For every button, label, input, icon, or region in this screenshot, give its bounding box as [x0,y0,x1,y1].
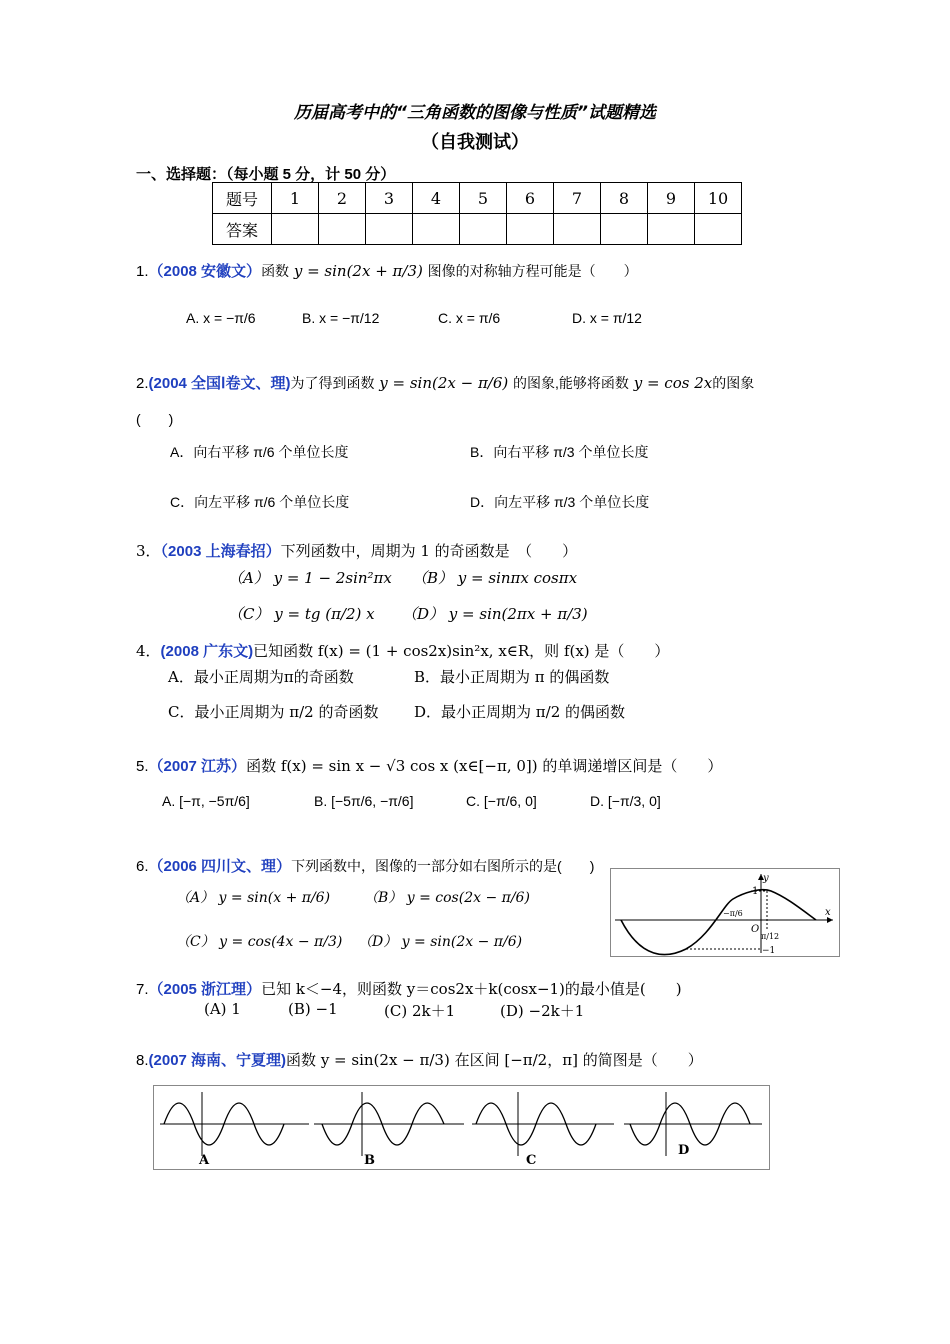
question-text: 已知 k＜−4，则函数 y＝cos2x＋k(cosx−1)的最小值是( ) [261,980,682,998]
option-b[interactable]: (B) −1 [288,1000,338,1018]
table-cell: 6 [507,183,554,214]
question-5 [136,755,722,776]
q6-graph [610,868,840,957]
origin-label: O [751,924,760,935]
question-text: 已知函数 f(x) = (1 + cos2x)sin²x, x∈R，则 f(x) 是（ ） [253,642,670,660]
answer-cell[interactable] [601,214,648,245]
y-axis-label: y [763,873,769,884]
table-cell: 10 [695,183,742,214]
answer-cell[interactable] [507,214,554,245]
question-source: （2007 江苏） [148,758,247,775]
graph-letter: B [364,1153,375,1168]
graph-a[interactable] [160,1092,309,1168]
table-row-label: 题号 [213,183,272,214]
answer-paren: ( ) [136,411,174,427]
tick-one: 1 [752,886,759,897]
question-1 [136,260,638,281]
question-source: (2008 广东文) [160,643,254,660]
question-number: 5. [136,758,149,775]
question-text: 为了得到函数 [290,375,375,391]
sine-graph [611,869,839,956]
tick-left: −π/6 [723,909,743,918]
table-row-label: 答案 [213,214,272,245]
option-b[interactable]: B. [−5π/6, −π/6] [314,793,414,809]
option-c[interactable]: (C) 2k＋1 [384,1002,456,1020]
graph-b[interactable] [314,1092,464,1168]
option-a[interactable]: (A) 1 [204,1000,241,1018]
option-c[interactable]: C．向左平移 π/6 个单位长度 [170,494,350,510]
graph-letter: C [526,1153,537,1168]
table-cell: 9 [648,183,695,214]
question-2 [136,372,754,393]
table-cell: 7 [554,183,601,214]
option-a[interactable]: A．向右平移 π/6 个单位长度 [170,444,349,460]
question-text: 的图象,能够将函数 [513,375,629,391]
formula: y = sin(2x − π/6) [379,374,509,392]
question-source: （2003 上海春招） [160,543,281,560]
question-source: （2005 浙江理） [148,981,262,998]
answer-cell[interactable] [695,214,742,245]
question-text: 函数 [261,263,290,279]
option-d[interactable]: D．向左平移 π/3 个单位长度 [470,494,650,510]
formula: y = sin(2x + π/3) [293,262,423,280]
option-d[interactable]: D．最小正周期为 π/2 的偶函数 [414,703,626,721]
option-d[interactable]: (D) −2k＋1 [500,1002,585,1020]
option-b[interactable]: （B） y = cos(2x − π/6) [364,890,530,906]
question-text: 函数 y = sin(2x − π/3) 在区间 [−π/2，π] 的简图是（ ） [286,1051,703,1069]
tick-neg-one: −1 [762,946,776,956]
answer-cell[interactable] [413,214,460,245]
option-c[interactable]: （C） y = tg (π/2) x [228,605,375,623]
table-cell: 2 [319,183,366,214]
option-d[interactable]: D. [−π/3, 0] [590,793,661,809]
question-source: (2007 海南、宁夏理) [148,1052,287,1069]
question-4 [136,640,669,661]
tick-right: π/12 [761,932,780,941]
question-7 [136,978,682,999]
page-title: 历届高考中的“三角函数的图像与性质”试题精选 [294,103,656,123]
option-a[interactable]: A. x = −π/6 [186,310,256,326]
option-a[interactable]: A．最小正周期为π的奇函数 [168,668,354,686]
option-b[interactable]: B．向右平移 π/3 个单位长度 [470,444,649,460]
question-source: （2008 安徽文） [148,263,262,280]
answer-table [212,182,742,245]
option-c[interactable]: C．最小正周期为 π/2 的奇函数 [168,703,379,721]
table-cell: 4 [413,183,460,214]
question-3 [136,540,577,561]
graph-d[interactable] [624,1092,762,1158]
question-6 [136,855,594,876]
question-number: 2. [136,375,149,392]
question-source: （2006 四川文、理） [148,858,292,875]
answer-cell[interactable] [554,214,601,245]
graph-letter: D [678,1143,690,1158]
question-source: (2004 全国Ⅰ卷文、理) [148,375,291,392]
option-a[interactable]: （A） y = sin(x + π/6) [176,890,331,906]
option-d[interactable]: （D） y = sin(2πx + π/3) [402,605,588,623]
option-c[interactable]: C. [−π/6, 0] [466,793,537,809]
option-b[interactable]: B. x = −π/12 [302,310,380,326]
question-number: 8. [136,1052,149,1069]
answer-cell[interactable] [460,214,507,245]
answer-cell[interactable] [366,214,413,245]
question-number: 4． [136,642,161,660]
question-number: 6. [136,858,149,875]
option-b[interactable]: B．最小正周期为 π 的偶函数 [414,668,610,686]
formula: y = cos 2x [633,374,713,392]
question-text: 函数 f(x) = sin x − √3 cos x (x∈[−π, 0]) 的单调递增区间是（ ） [246,757,723,775]
q8-graphs [153,1085,770,1170]
graph-letter: A [199,1153,210,1168]
answer-cell[interactable] [648,214,695,245]
option-d[interactable]: D. x = π/12 [572,310,642,326]
page-subtitle: （自我测试） [421,132,529,153]
answer-cell[interactable] [319,214,366,245]
question-number: 7. [136,981,149,998]
x-axis-label: x [825,907,831,918]
question-text: 下列函数中，图像的一部分如右图所示的是( ) [291,858,595,874]
question-text: 的图象 [712,375,755,391]
graph-c[interactable] [472,1092,614,1168]
question-text: 下列函数中，周期为 1 的奇函数是 （ ） [280,542,578,560]
question-text: 图像的对称轴方程可能是（ ） [427,263,638,279]
table-cell: 3 [366,183,413,214]
table-cell: 8 [601,183,648,214]
option-a[interactable]: （A） y = 1 − 2sin²πx [228,569,392,587]
option-c[interactable]: C. x = π/6 [438,310,501,326]
table-cell: 1 [272,183,319,214]
section-heading: 一、选择题：（每小题 5 分，计 50 分） [136,166,396,183]
option-d[interactable]: （D） y = sin(2x − π/6) [358,934,523,950]
question-8 [136,1049,703,1070]
option-b[interactable]: （B） y = sinπx cosπx [412,569,578,587]
four-sine-graphs [154,1086,769,1169]
answer-cell[interactable] [272,214,319,245]
question-number: 3． [136,542,161,560]
option-a[interactable]: A. [−π, −5π/6] [162,793,250,809]
question-number: 1. [136,263,149,280]
table-cell: 5 [460,183,507,214]
option-c[interactable]: （C） y = cos(4x − π/3) [176,934,343,950]
